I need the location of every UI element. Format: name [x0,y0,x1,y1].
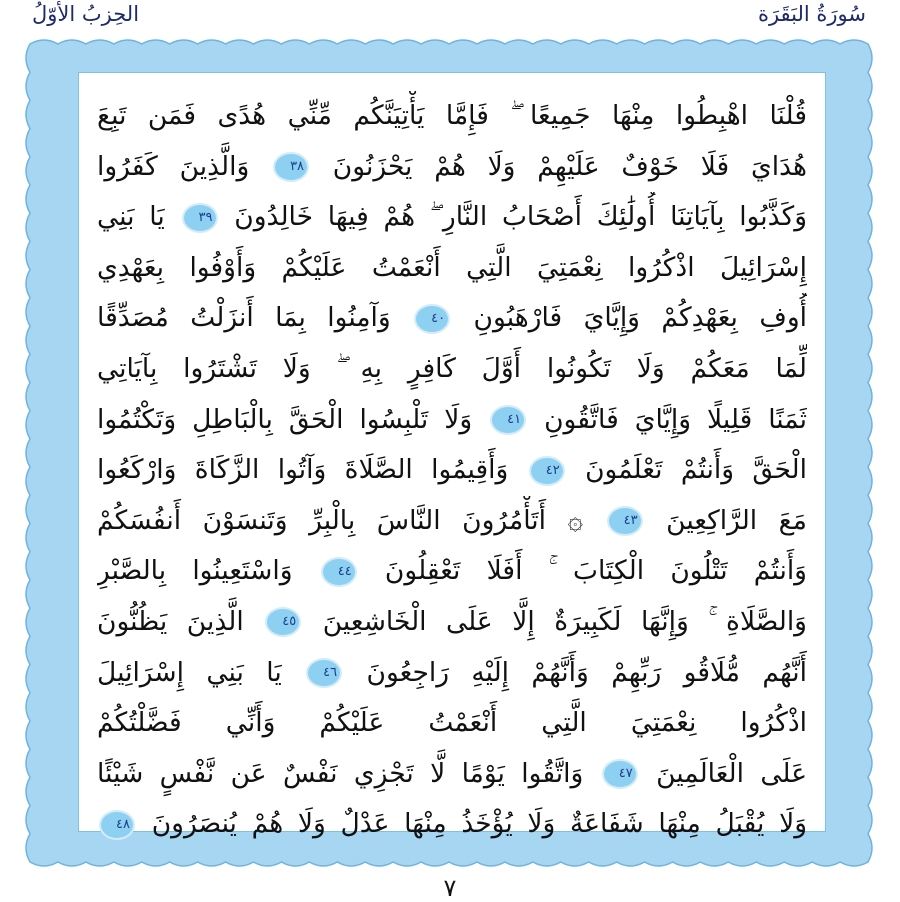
verse-text: يَا بَنِي [97,201,165,233]
text-line [97,243,807,294]
ayah-number-marker: ٤٢ [531,458,563,484]
ayah-number-marker: ٤٠ [416,306,448,332]
verse-text: عَلَى الْعَالَمِينَ [656,757,807,789]
verse-text: لِّمَا مَعَكُمْ وَلَا تَكُونُوا أَوَّلَ كَافِرٍ بِهِ ۖ وَلَا تَشْتَرُوا بِآيَاتِي [97,352,807,384]
text-line [97,648,807,699]
ayah-number-marker: ٤٧ [604,761,636,787]
verse-text: وَاتَّقُوا يَوْمًا لَّا تَجْزِي نَفْسٌ عَن نَّفْسٍ شَيْئًا [97,757,584,789]
verse-text: قُلْنَا اهْبِطُوا مِنْهَا جَمِيعًا ۖ فَإِمَّا يَأْتِيَنَّكُم مِّنِّي هُدًى فَمَن تَبِعَ [97,100,807,131]
text-line [97,192,807,243]
quran-text-block [97,91,807,840]
verse-text: مَعَ الرَّاكِعِينَ [666,504,807,536]
verse-text: وَاسْتَعِينُوا بِالصَّبْرِ [97,555,293,587]
text-line [97,395,807,446]
text-line [97,91,807,142]
mushaf-page [78,72,826,840]
verse-text: يَا بَنِي إِسْرَائِيلَ [97,656,282,688]
text-line [97,496,807,547]
page-number: ٧ [443,874,457,902]
ayah-number-marker: ٣٨ [275,154,307,180]
verse-text: وَلَا يُقْبَلُ مِنْهَا شَفَاعَةٌ وَلَا يُؤْخَذُ مِنْهَا عَدْلٌ وَلَا هُمْ يُنصَرُونَ [151,808,807,840]
verse-text: ۞ أَتَأْمُرُونَ النَّاسَ بِالْبِرِّ وَتَنسَوْنَ أَنفُسَكُمْ [97,504,584,536]
verse-text: وَكَذَّبُوا بِآيَاتِنَا أُولَٰئِكَ أَصْحَابُ النَّارِ ۖ هُمْ فِيهَا خَالِدُونَ [234,201,807,233]
verse-text: وَالَّذِينَ كَفَرُوا [97,150,250,182]
verse-text: وَلَا تَلْبِسُوا الْحَقَّ بِالْبَاطِلِ وَتَكْتُمُوا [97,403,473,435]
text-line [97,799,807,850]
ayah-number-marker: ٣٩ [184,205,216,231]
verse-text: اذْكُرُوا نِعْمَتِيَ الَّتِي أَنْعَمْتُ عَلَيْكُمْ وَأَنِّي فَضَّلْتُكُمْ [97,707,807,739]
verse-text: الْحَقَّ وَأَنتُمْ تَعْلَمُونَ [585,454,807,486]
ayah-number-marker: ٤٨ [101,812,133,838]
ayah-number-marker: ٤٣ [609,508,641,534]
text-line [97,546,807,597]
ayah-number-marker: ٤١ [492,407,524,433]
hizb-label: الحِزبُ الأوّلُ [32,2,140,26]
verse-text: ثَمَنًا قَلِيلًا وَإِيَّايَ فَاتَّقُونِ [544,403,807,435]
verse-text: وَآمِنُوا بِمَا أَنزَلْتُ مُصَدِّقًا [97,302,391,334]
surah-name: سُورَةُ البَقَرَة [757,2,866,26]
verse-text: وَأَنتُمْ تَتْلُونَ الْكِتَابَ ۚ أَفَلَا تَعْقِلُونَ [384,555,807,587]
text-line [97,445,807,496]
text-line [97,597,807,648]
text-line [97,698,807,749]
verse-text: إِسْرَائِيلَ اذْكُرُوا نِعْمَتِيَ الَّتِي أَنْعَمْتُ عَلَيْكُمْ وَأَوْفُوا بِعَهْدِي [97,251,807,283]
verse-text: وَأَقِيمُوا الصَّلَاةَ وَآتُوا الزَّكَاةَ وَارْكَعُوا [97,454,509,486]
verse-text: وَالصَّلَاةِ ۚ وَإِنَّهَا لَكَبِيرَةٌ إِلَّا عَلَى الْخَاشِعِينَ [322,605,807,637]
verse-text: أَنَّهُم مُّلَاقُو رَبِّهِمْ وَأَنَّهُمْ إِلَيْهِ رَاجِعُونَ [366,656,807,688]
verse-text: هُدَايَ فَلَا خَوْفٌ عَلَيْهِمْ وَلَا هُمْ يَحْزَنُونَ [332,150,807,182]
text-line [97,749,807,800]
text-line [97,344,807,395]
ayah-number-marker: ٤٤ [323,559,355,585]
ayah-number-marker: ٤٦ [308,660,340,686]
verse-text: أُوفِ بِعَهْدِكُمْ وَإِيَّايَ فَارْهَبُونِ [473,302,807,334]
ayah-number-marker: ٤٥ [267,609,299,635]
text-line [97,293,807,344]
verse-text: الَّذِينَ يَظُنُّونَ [97,605,244,637]
text-line [97,142,807,193]
